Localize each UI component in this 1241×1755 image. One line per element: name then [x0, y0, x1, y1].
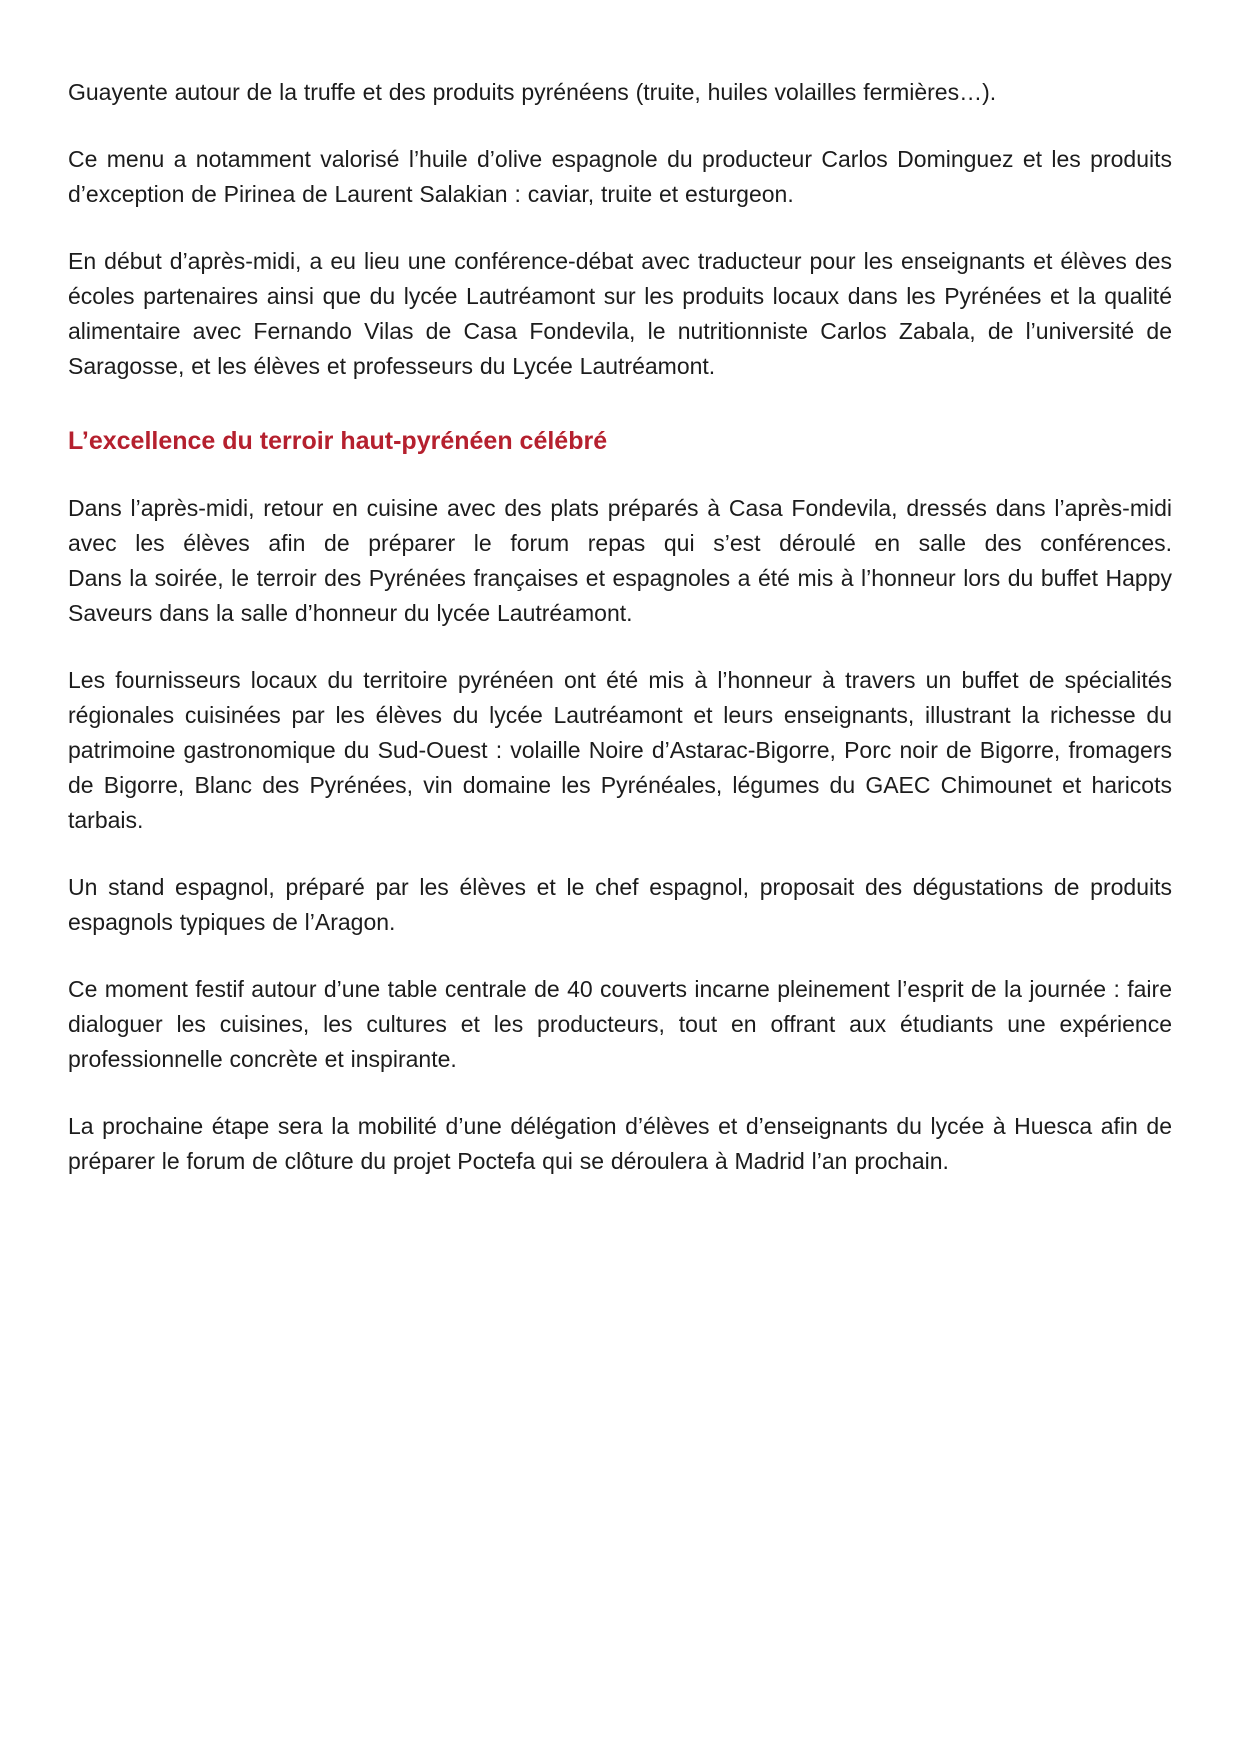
paragraph-cuisine-part-1: Dans l’après-midi, retour en cuisine avec des plats préparés à Casa Fondevila, dressés dans l’après-midi avec les élèves afin de préparer le forum repas qui s’est déroulé en salle des conférences.	[68, 495, 1172, 556]
paragraph-moment-festif: Ce moment festif autour d’une table centrale de 40 couverts incarne pleinement l’esprit de la journée : faire dialoguer les cuisines, les cultures et les producteurs, tout en offrant aux étudiants une expérience professionnelle concrète et inspirante.	[68, 976, 1172, 1072]
section-heading: L’excellence du terroir haut-pyrénéen célébré	[68, 427, 608, 455]
paragraph-cuisine-part-2: Dans la soirée, le terroir des Pyrénées françaises et espagnoles a été mis à l’honneur lors du buffet Happy Saveurs dans la salle d’honneur du lycée Lautréamont.	[68, 565, 1172, 626]
paragraph-menu-valorise: Ce menu a notamment valorisé l’huile d’olive espagnole du producteur Carlos Dominguez et les produits d’exception de Pirinea de Laurent Salakian : caviar, truite et esturgeon.	[68, 146, 1172, 207]
paragraph-stand-espagnol: Un stand espagnol, préparé par les élèves et le chef espagnol, proposait des dégustations de produits espagnols typiques de l’Aragon.	[68, 874, 1172, 935]
paragraph-intro-guayente: Guayente autour de la truffe et des produits pyrénéens (truite, huiles volailles fermières…).	[68, 79, 997, 105]
paragraph-cuisine-buffet	[68, 491, 1172, 631]
paragraph-conference-debat: En début d’après-midi, a eu lieu une conférence-débat avec traducteur pour les enseignants et élèves des écoles partenaires ainsi que du lycée Lautréamont sur les produits locaux dans les Pyrénées et la qualité alimentaire avec Fernando Vilas de Casa Fondevila, le nutritionniste Carlos Zabala, de l’université de Saragosse, et les élèves et professeurs du Lycée Lautréamont.	[68, 248, 1172, 379]
paragraph-fournisseurs-locaux: Les fournisseurs locaux du territoire pyrénéen ont été mis à l’honneur à travers un buffet de spécialités régionales cuisinées par les élèves du lycée Lautréamont et leurs enseignants, illustrant la richesse du patrimoine gastronomique du Sud-Ouest : volaille Noire d’Astarac-Bigorre, Porc noir de Bigorre, fromagers de Bigorre, Blanc des Pyrénées, vin domaine les Pyrénéales, légumes du GAEC Chimounet et haricots tarbais.	[68, 667, 1172, 833]
paragraph-prochaine-etape: La prochaine étape sera la mobilité d’une délégation d’élèves et d’enseignants du lycée à Huesca afin de préparer le forum de clôture du projet Poctefa qui se déroulera à Madrid l’an prochain.	[68, 1113, 1172, 1174]
